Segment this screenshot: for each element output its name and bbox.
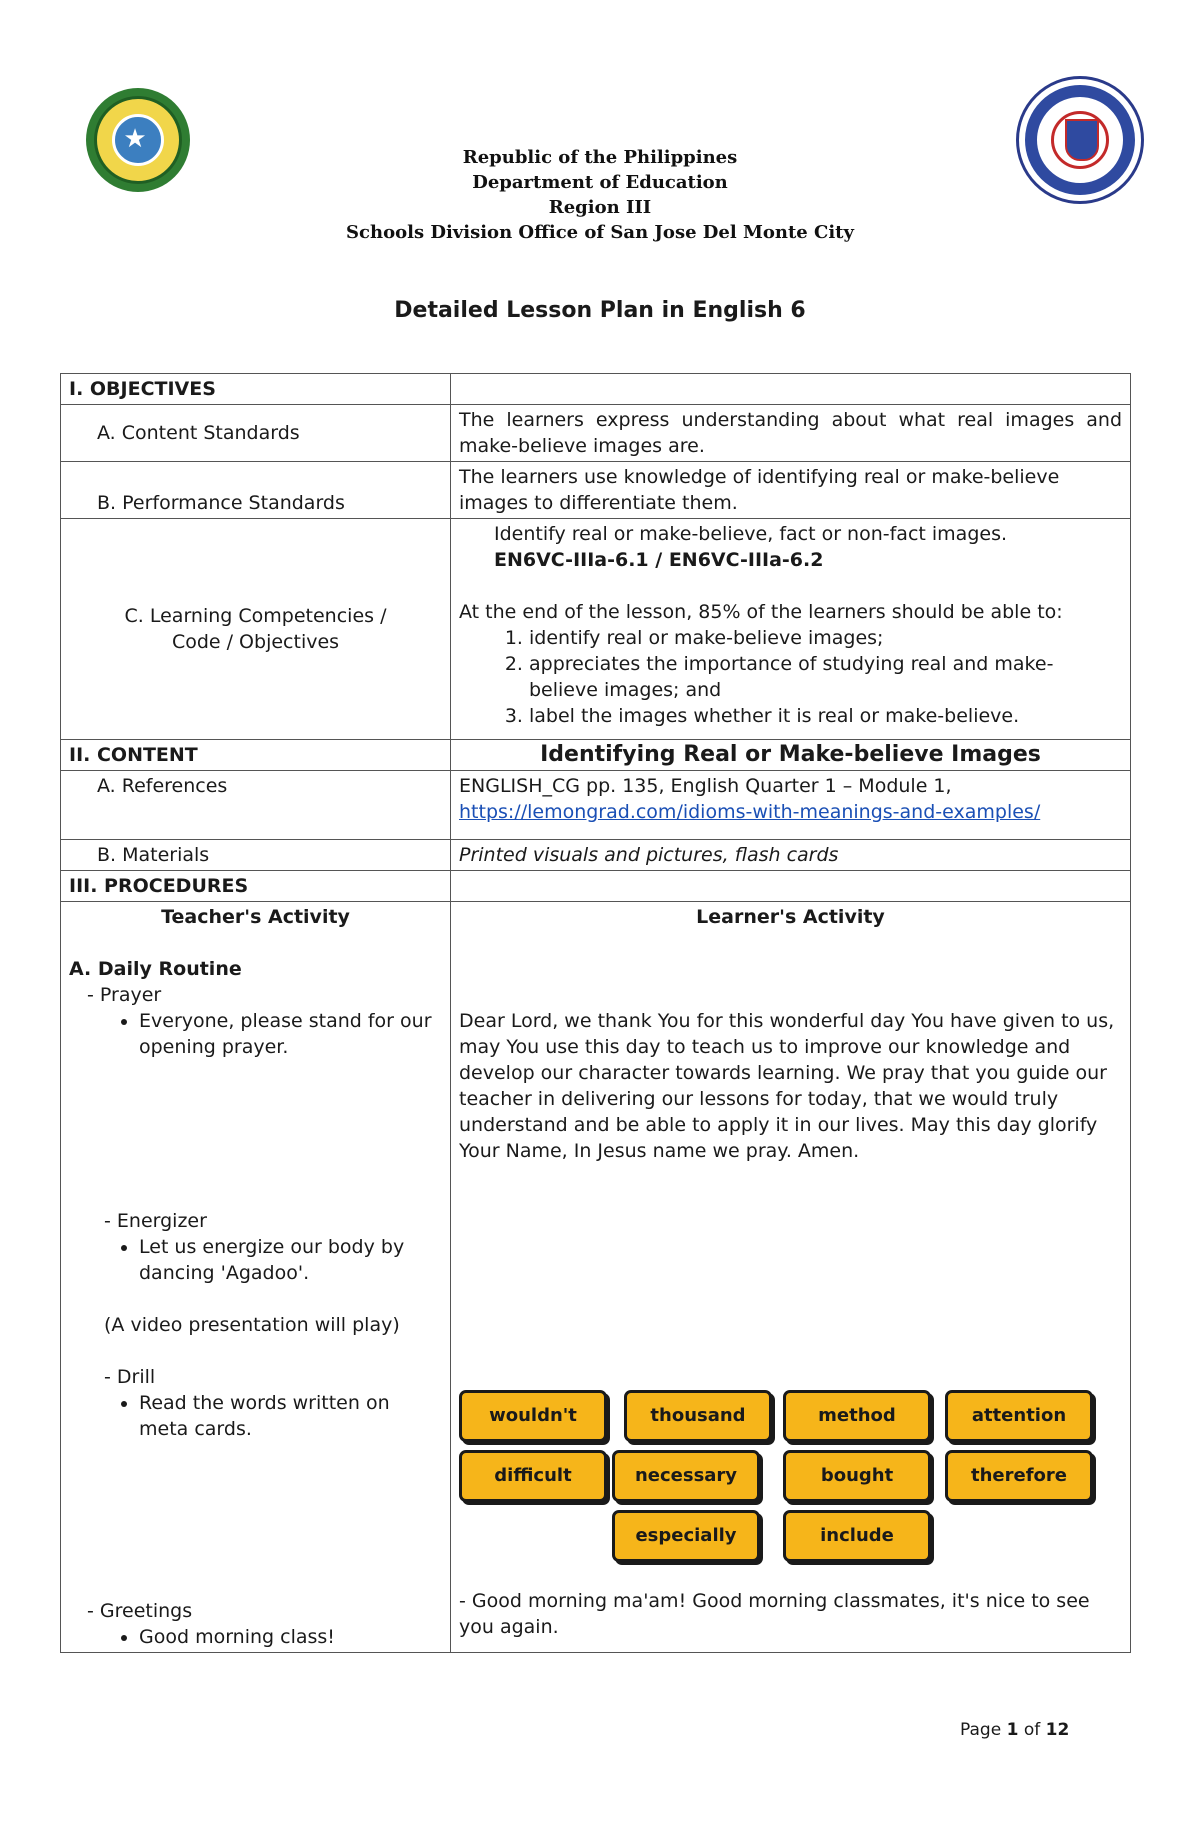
- references-link[interactable]: https://lemongrad.com/idioms-with-meanings-and-examples/: [459, 801, 1041, 823]
- meta-card: method: [783, 1390, 931, 1442]
- meta-card: necessary: [612, 1450, 760, 1502]
- competency-text: Identify real or make-believe, fact or non-fact images.: [494, 523, 1008, 545]
- objective-item: 2. appreciates the importance of studying real and make-believe images; and: [529, 651, 1122, 703]
- energizer-list: [69, 1234, 442, 1286]
- procedures-heading: III. PROCEDURES: [61, 871, 451, 902]
- content-title: Identifying Real or Make-believe Images: [451, 740, 1131, 771]
- meta-card: include: [783, 1510, 931, 1562]
- content-row: [61, 740, 1131, 771]
- objective-item: 3. label the images whether it is real or make-believe.: [529, 703, 1122, 729]
- letterhead-division: Schools Division Office of San Jose Del Monte City: [346, 222, 854, 243]
- meta-card: thousand: [624, 1390, 772, 1442]
- energizer-label: - Energizer: [104, 1210, 207, 1232]
- competencies-label-line1: C. Learning Competencies /: [124, 605, 387, 627]
- drill-label: - Drill: [104, 1366, 156, 1388]
- greetings-list: [69, 1624, 442, 1650]
- content-standards-label: A. Content Standards: [61, 405, 451, 462]
- greetings-instruction: • Good morning class!: [139, 1624, 442, 1650]
- teacher-activity-header: Teacher's Activity: [161, 906, 350, 928]
- objectives-list: [459, 625, 1122, 729]
- materials-label: B. Materials: [61, 840, 451, 871]
- meta-card: attention: [945, 1390, 1093, 1442]
- meta-card: wouldn't: [459, 1390, 607, 1442]
- objectives-row: [61, 374, 1131, 405]
- references-label: A. References: [61, 771, 451, 840]
- greetings-label: - Greetings: [87, 1600, 193, 1622]
- letterhead-department: Department of Education: [472, 172, 728, 193]
- document-title: Detailed Lesson Plan in English 6: [394, 298, 806, 323]
- objectives-heading: I. OBJECTIVES: [61, 374, 451, 405]
- content-heading: II. CONTENT: [61, 740, 451, 771]
- meta-card: difficult: [459, 1450, 607, 1502]
- references-cell: [451, 771, 1131, 840]
- learner-activity-column: [451, 902, 1131, 1653]
- procedures-body-row: [61, 902, 1131, 1653]
- performance-standards-label: B. Performance Standards: [61, 462, 451, 519]
- prayer-label: - Prayer: [87, 984, 162, 1006]
- references-text: ENGLISH_CG pp. 135, English Quarter 1 – Module 1,: [459, 775, 952, 797]
- energizer-instruction: • Let us energize our body by dancing 'Agadoo'.: [139, 1234, 442, 1286]
- prayer-instruction: • Everyone, please stand for our opening prayer.: [139, 1008, 442, 1060]
- competencies-label-line2: Code / Objectives: [171, 631, 340, 653]
- competencies-row: [61, 519, 1131, 740]
- content-standards-text: The learners express understanding about what real images and make-believe images are.: [451, 405, 1131, 462]
- prayer-text: Dear Lord, we thank You for this wonderful day You have given to us, may You use this day to teach us to improve our knowledge and develop our character towards learning. We pray that you guide our teacher in delivering our lessons for today, that we would truly understand and be able to apply it in our lives. May this day glorify Your Name, In Jesus name we pray. Amen.: [459, 1010, 1115, 1162]
- competencies-cell: [451, 519, 1131, 740]
- objectives-intro: At the end of the lesson, 85% of the learners should be able to:: [459, 601, 1063, 623]
- lesson-plan-table: [60, 373, 1131, 1653]
- daily-routine-heading: A. Daily Routine: [69, 958, 242, 980]
- greetings-response: - Good morning ma'am! Good morning classmates, it's nice to see you again.: [459, 1590, 1090, 1638]
- competencies-label: [61, 519, 451, 740]
- page-of: of: [1023, 1720, 1041, 1740]
- star-icon: ★: [123, 124, 147, 154]
- meta-card: especially: [612, 1510, 760, 1562]
- materials-text: Printed visuals and pictures, flash cards: [451, 840, 1131, 871]
- letterhead-region: Region III: [548, 197, 652, 218]
- performance-standards-row: [61, 462, 1131, 519]
- references-row: [61, 771, 1131, 840]
- drill-list: [69, 1390, 442, 1442]
- page-word: Page: [960, 1720, 1002, 1740]
- procedures-row: [61, 871, 1131, 902]
- prayer-list: [69, 1008, 442, 1060]
- teacher-activity-column: [61, 902, 451, 1653]
- drill-instruction: • Read the words written on meta cards.: [139, 1390, 442, 1442]
- performance-standards-text: The learners use knowledge of identifying real or make-believe images to differentiate them.: [451, 462, 1131, 519]
- page-current: 1: [1006, 1720, 1019, 1740]
- objective-item: 1. identify real or make-believe images;: [529, 625, 1122, 651]
- video-note: (A video presentation will play): [104, 1314, 400, 1336]
- letterhead-republic: Republic of the Philippines: [462, 147, 738, 168]
- meta-card: bought: [783, 1450, 931, 1502]
- learner-activity-header: Learner's Activity: [696, 906, 885, 928]
- meta-cards: [459, 1390, 1122, 1580]
- page-number: [960, 1720, 1069, 1740]
- letterhead: [0, 145, 1200, 245]
- content-standards-row: [61, 405, 1131, 462]
- page-total: 12: [1045, 1720, 1070, 1740]
- meta-card: therefore: [945, 1450, 1093, 1502]
- competency-code: EN6VC-IIIa-6.1 / EN6VC-IIIa-6.2: [494, 549, 824, 571]
- materials-row: [61, 840, 1131, 871]
